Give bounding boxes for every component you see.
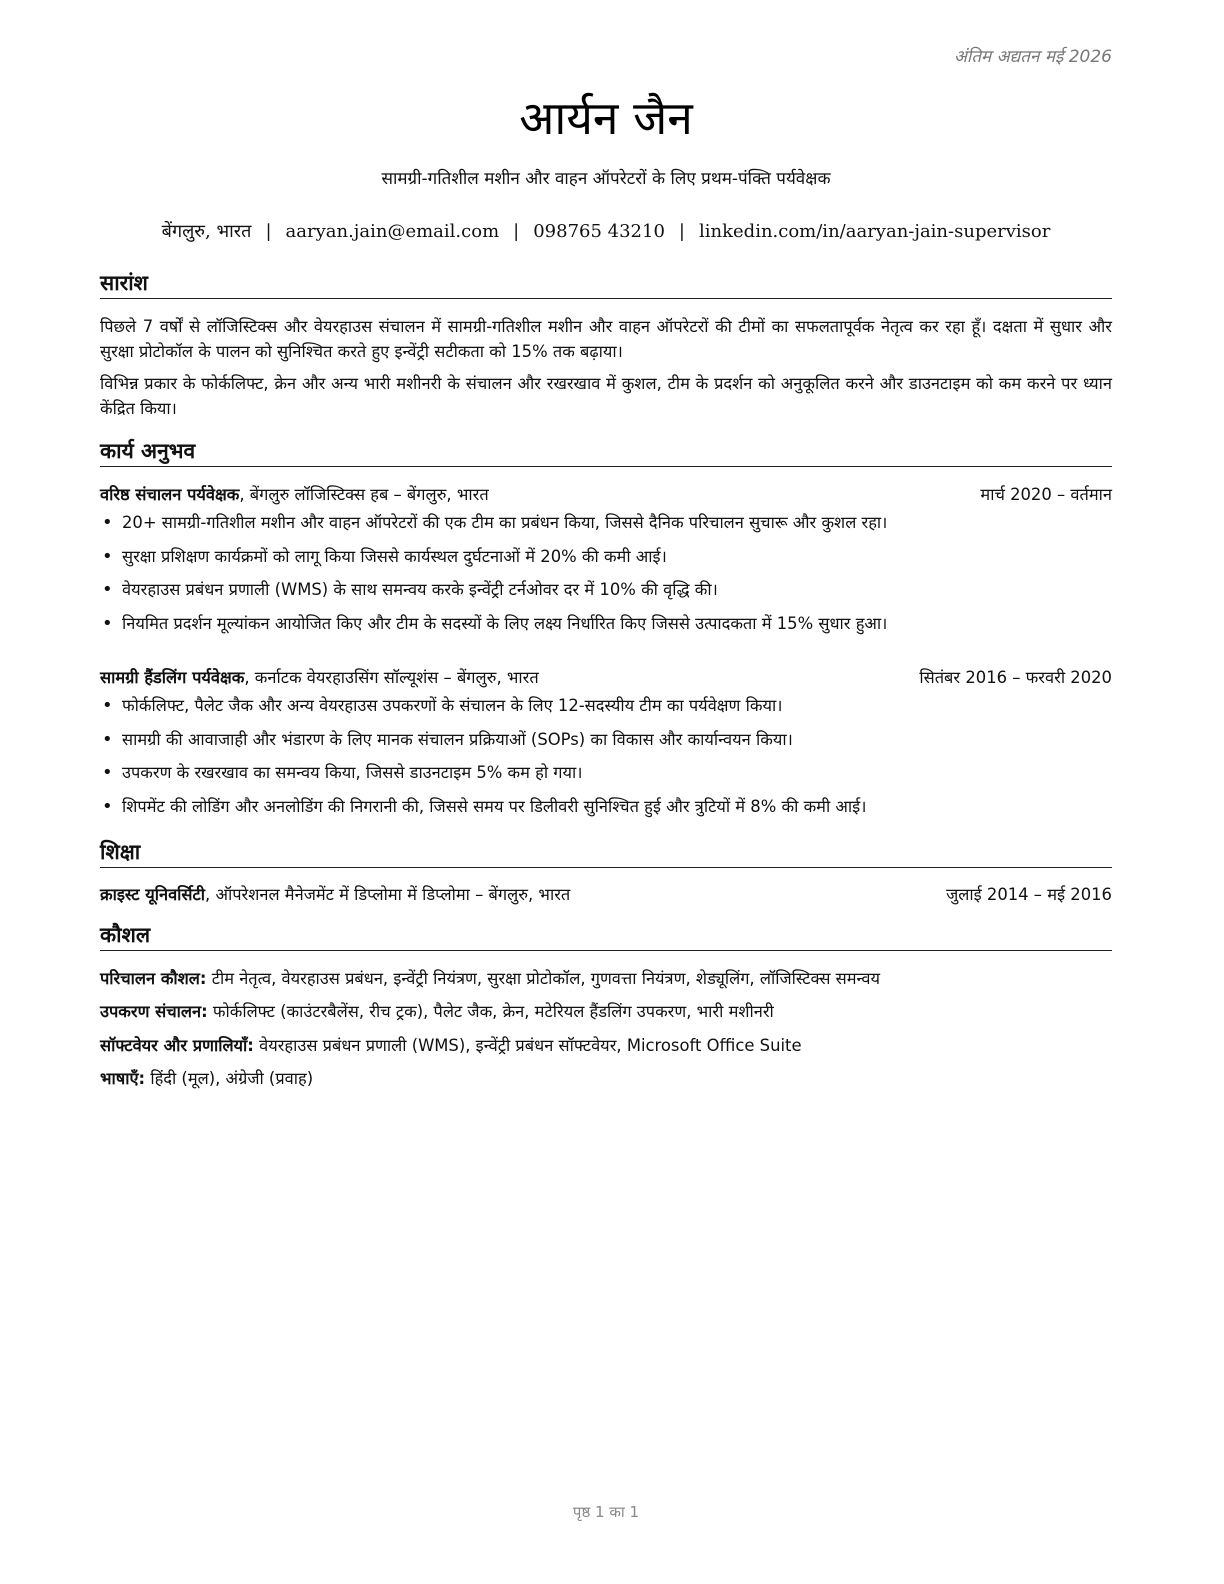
candidate-name: आर्यन जैन	[519, 91, 693, 145]
job-bullets	[100, 506, 1112, 640]
job-role: वरिष्ठ संचालन पर्यवेक्षक	[100, 485, 240, 504]
skill-value: हिंदी (मूल), अंग्रेजी (प्रवाह)	[145, 1069, 314, 1088]
page-number: पृष्ठ 1 का 1	[572, 1503, 640, 1521]
education-detail: , ऑपरेशनल मैनेजमेंट में डिप्लोमा में डिप्लोमा – बेंगलुरु, भारत	[205, 885, 571, 904]
job-org: , बेंगलुरु लॉजिस्टिक्स हब – बेंगलुरु, भारत	[239, 485, 489, 504]
skill-label: सॉफ्टवेयर और प्रणालियाँ:	[100, 1036, 254, 1055]
job-org: , कर्नाटक वेयरहाउसिंग सॉल्यूशंस – बेंगलुरु, भारत	[244, 668, 539, 687]
education-entry	[100, 882, 1112, 905]
last-updated: अंतिम अद्यतन मई 2026	[953, 47, 1112, 67]
skill-label: परिचालन कौशल:	[100, 969, 207, 988]
skill-label: भाषाएँ:	[100, 1069, 146, 1088]
skill-row	[100, 1033, 1112, 1056]
contact-location: बेंगलुरु, भारत	[161, 221, 252, 242]
tagline: सामग्री-गतिशील मशीन और वाहन ऑपरेटरों के लिए प्रथम-पंक्ति पर्यवेक्षक	[381, 169, 831, 189]
summary-heading: सारांश	[100, 270, 1112, 299]
resume-page	[100, 0, 1112, 1584]
skill-row	[100, 999, 1112, 1022]
summary-paragraph-2: विभिन्न प्रकार के फोर्कलिफ्ट, क्रेन और अन्य भारी मशीनरी के संचालन और रखरखाव में कुशल, टीम के प्रदर्शन को अनुकूलित करने और डाउनटाइम को कम करने पर ध्यान केंद्रित किया।	[100, 374, 1112, 418]
contact-separator: |	[513, 221, 520, 242]
list-item: • फोर्कलिफ्ट, पैलेट जैक और अन्य वेयरहाउस उपकरणों के संचालन के लिए 12-सदस्यीय टीम का पर्यवेक्षण किया।	[100, 689, 1112, 723]
list-item: • सामग्री की आवाजाही और भंडारण के लिए मानक संचालन प्रक्रियाओं (SOPs) का विकास और कार्यान्वयन किया।	[100, 723, 1112, 757]
list-item: • शिपमेंट की लोडिंग और अनलोडिंग की निगरानी की, जिससे समय पर डिलीवरी सुनिश्चित हुई और त्रुटियों में 8% की कमी आई।	[100, 790, 1112, 824]
skill-label: उपकरण संचालन:	[100, 1002, 208, 1021]
job-title-line	[100, 482, 489, 505]
summary-paragraph-1: पिछले 7 वर्षों से लॉजिस्टिक्स और वेयरहाउस संचालन में सामग्री-गतिशील मशीन और वाहन ऑपरेटरों की टीमों का सफलतापूर्वक नेतृत्व कर रहा हूँ। दक्षता में सुधार और सुरक्षा प्रोटोकॉल के पालन को सुनिश्चित करते हुए इन्वेंट्री सटीकता को 15% तक बढ़ाया।	[100, 317, 1112, 361]
education-heading: शिक्षा	[100, 839, 1112, 868]
list-item: • उपकरण के रखरखाव का समन्वय किया, जिससे डाउनटाइम 5% कम हो गया।	[100, 756, 1112, 790]
skills-heading: कौशल	[100, 922, 1112, 951]
contact-line	[100, 219, 1112, 243]
skill-row	[100, 1066, 1112, 1089]
job-dates: मार्च 2020 – वर्तमान	[980, 485, 1112, 504]
list-item: • नियमित प्रदर्शन मूल्यांकन आयोजित किए और टीम के सदस्यों के लिए लक्ष्य निर्धारित किए जिससे उत्पादकता में 15% सुधार हुआ।	[100, 607, 1112, 641]
contact-separator: |	[678, 221, 685, 242]
skill-row	[100, 966, 1112, 989]
skill-value: फोर्कलिफ्ट (काउंटरबैलेंस, रीच ट्रक), पैलेट जैक, क्रेन, मटेरियल हैंडलिंग उपकरण, भारी मशीनरी	[207, 1002, 774, 1021]
skill-value: टीम नेतृत्व, वेयरहाउस प्रबंधन, इन्वेंट्री नियंत्रण, सुरक्षा प्रोटोकॉल, गुणवत्ता नियंत्रण, शेड्यूलिंग, लॉजिस्टिक्स समन्वय	[206, 969, 881, 988]
experience-heading: कार्य अनुभव	[100, 438, 1112, 467]
job-dates: सितंबर 2016 – फरवरी 2020	[919, 668, 1112, 687]
job-header	[100, 482, 1112, 505]
contact-separator: |	[265, 221, 272, 242]
job-bullets	[100, 689, 1112, 823]
contact-phone[interactable]: 098765 43210	[533, 221, 665, 242]
education-school: क्राइस्ट यूनिवर्सिटी	[100, 885, 206, 904]
skill-value: वेयरहाउस प्रबंधन प्रणाली (WMS), इन्वेंट्री प्रबंधन सॉफ्टवेयर, Microsoft Office Suite	[253, 1036, 802, 1055]
education-dates: जुलाई 2014 – मई 2016	[946, 885, 1112, 904]
list-item: • 20+ सामग्री-गतिशील मशीन और वाहन ऑपरेटरों की एक टीम का प्रबंधन किया, जिससे दैनिक परिचालन सुचारू और कुशल रहा।	[100, 506, 1112, 540]
list-item: • सुरक्षा प्रशिक्षण कार्यक्रमों को लागू किया जिससे कार्यस्थल दुर्घटनाओं में 20% की कमी आई।	[100, 540, 1112, 574]
job-header	[100, 665, 1112, 688]
contact-linkedin[interactable]: linkedin.com/in/aaryan-jain-supervisor	[699, 221, 1051, 242]
education-line	[100, 882, 570, 905]
job-title-line	[100, 665, 539, 688]
job-role: सामग्री हैंडलिंग पर्यवेक्षक	[100, 668, 245, 687]
list-item: • वेयरहाउस प्रबंधन प्रणाली (WMS) के साथ समन्वय करके इन्वेंट्री टर्नओवर दर में 10% की वृद्धि की।	[100, 573, 1112, 607]
contact-email[interactable]: aaryan.jain@email.com	[285, 221, 500, 242]
